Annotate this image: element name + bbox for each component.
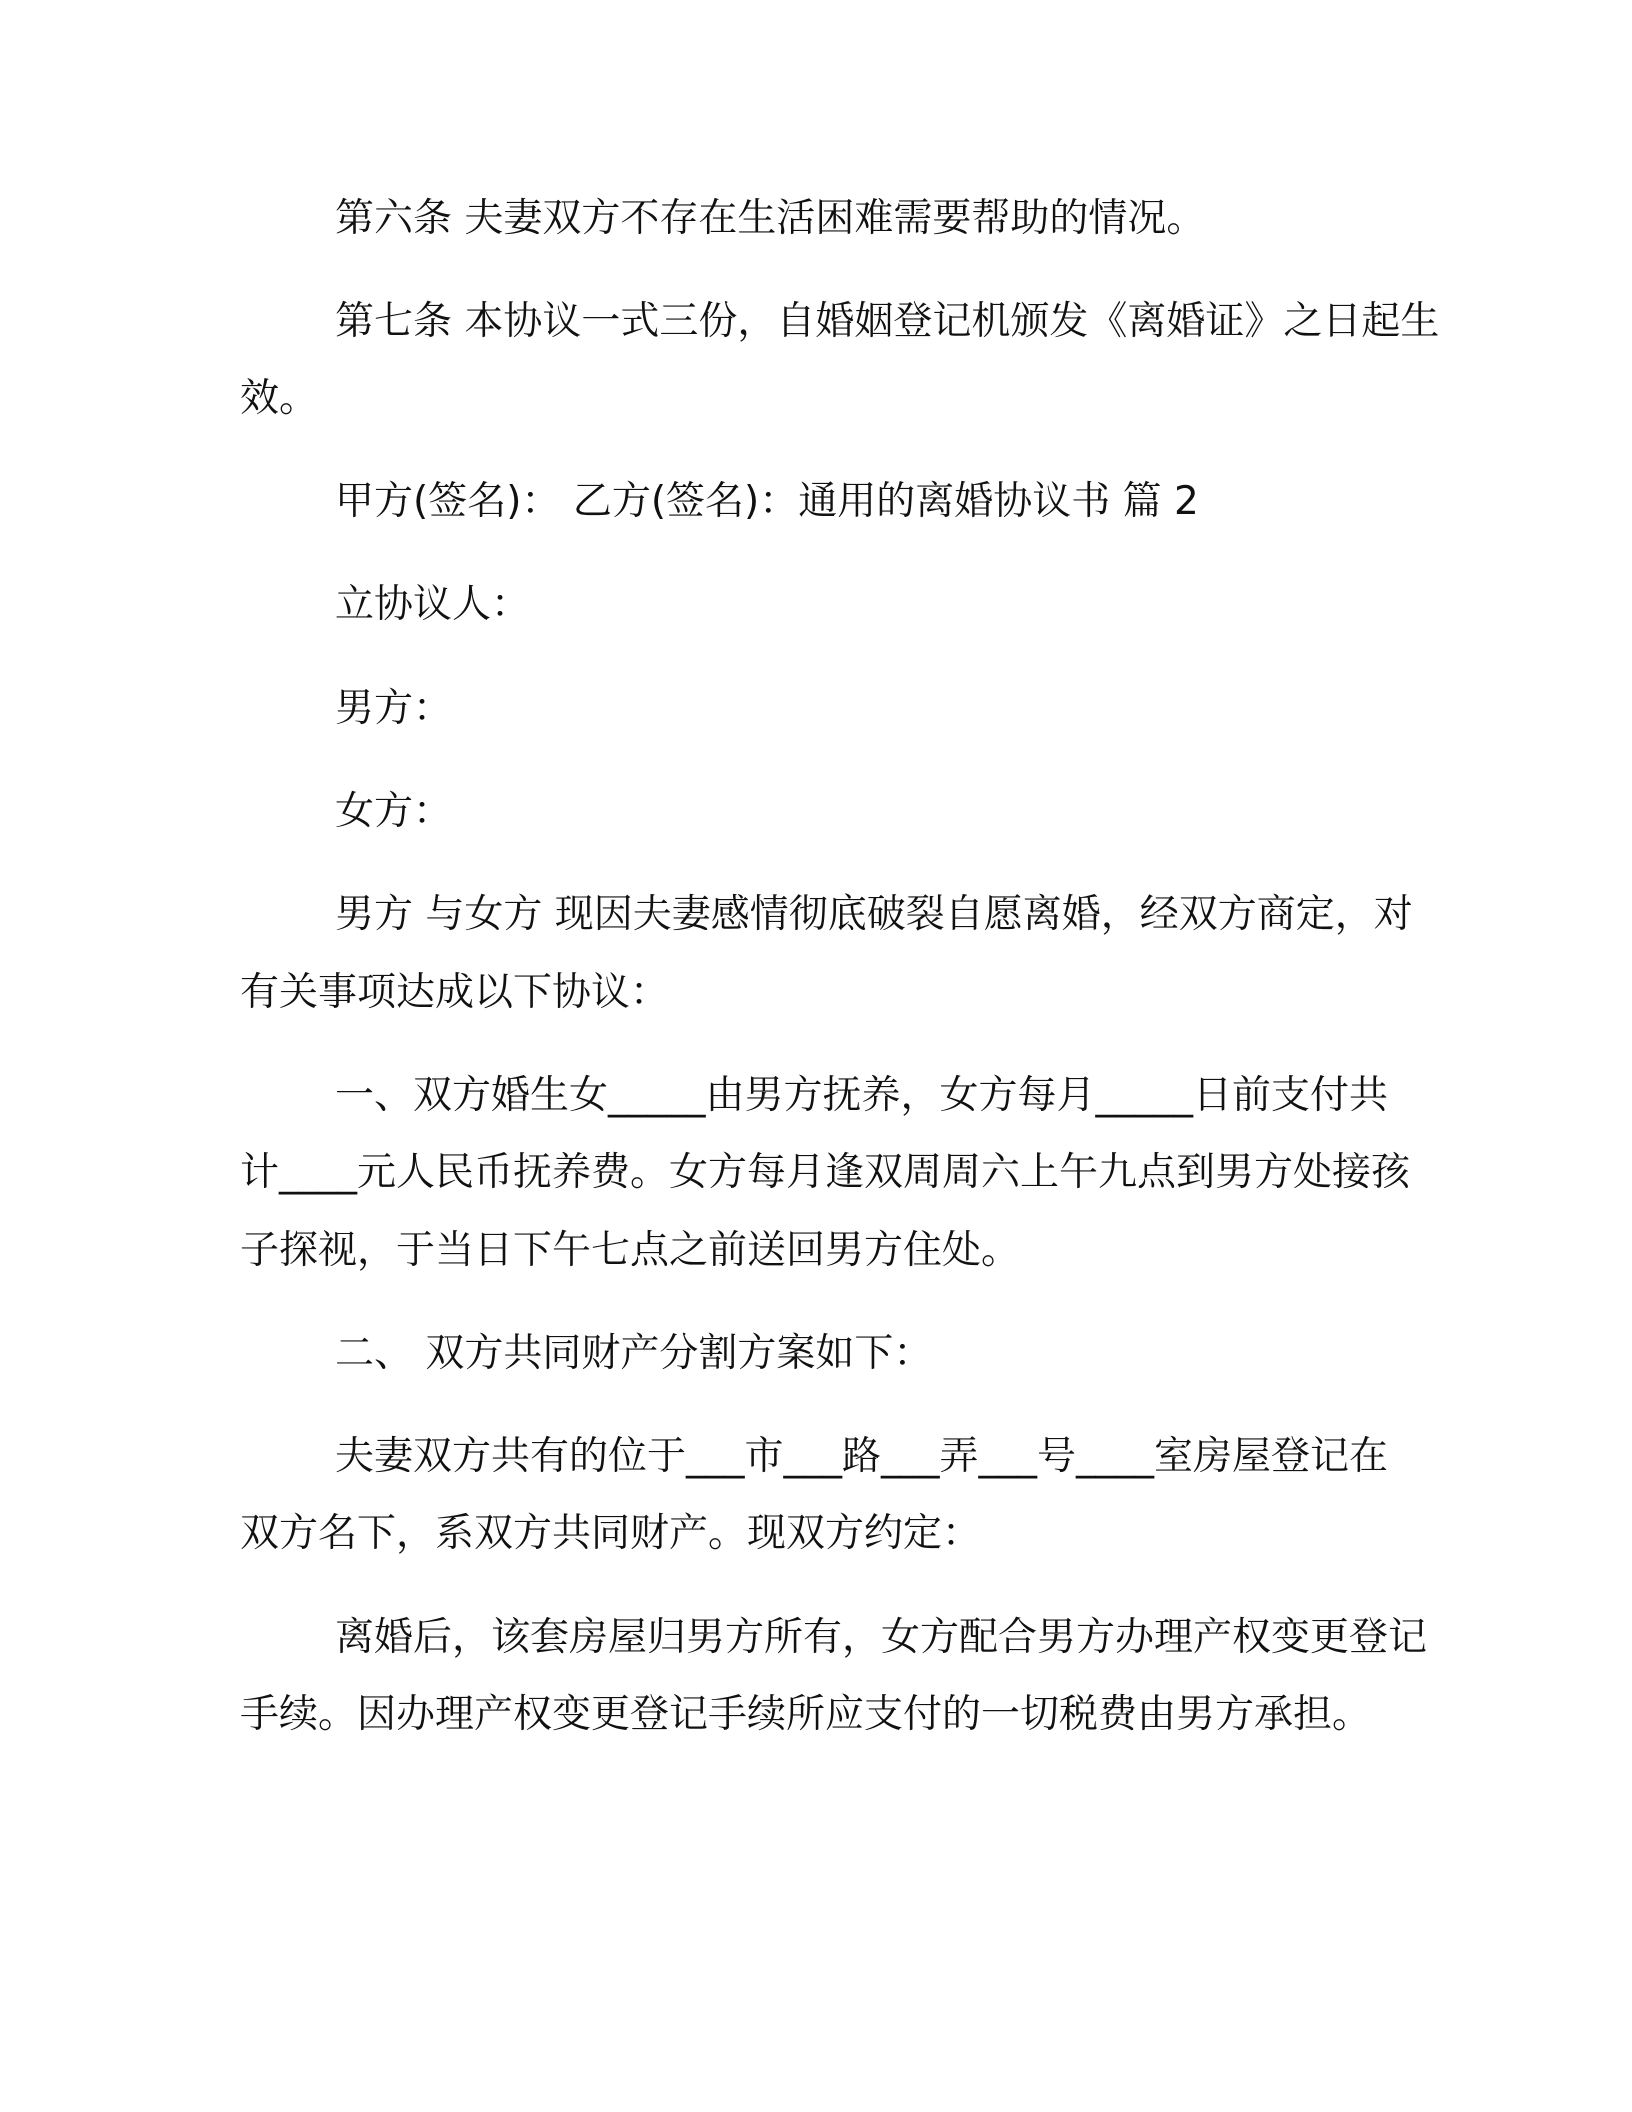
female-party-line: 女方： [335, 789, 453, 834]
article-6-line: 第六条 夫妻双方不存在生活困难需要帮助的情况。 [335, 196, 1206, 241]
signature-line: 甲方(签名)： 乙方(签名)：通用的离婚协议书 篇 2 [335, 479, 1199, 524]
male-party-line: 男方： [335, 686, 453, 731]
property-line-2: 双方名下，系双方共同财产。现双方约定： [240, 1511, 982, 1556]
clause-1-line-1: 一、双方婚生女_____由男方抚养，女方每月_____日前支付共 [335, 1073, 1389, 1118]
property-line-1: 夫妻双方共有的位于___市___路___弄___号____室房屋登记在 [335, 1434, 1389, 1479]
clause-2-heading: 二、 双方共同财产分割方案如下： [335, 1331, 933, 1376]
article-7-line-2: 效。 [240, 376, 319, 421]
clause-1-line-2: 计____元人民币抚养费。女方每月逢双周周六上午九点到男方处接孩 [240, 1150, 1411, 1195]
house-ownership-line-2: 手续。因办理产权变更登记手续所应支付的一切税费由男方承担。 [240, 1692, 1372, 1737]
preamble-line-1: 男方 与女方 现因夫妻感情彻底破裂自愿离婚，经双方商定，对 [335, 892, 1413, 937]
preamble-line-2: 有关事项达成以下协议： [240, 970, 670, 1015]
house-ownership-line-1: 离婚后，该套房屋归男方所有，女方配合男方办理产权变更登记 [335, 1615, 1428, 1660]
article-7-line-1: 第七条 本协议一式三份，自婚姻登记机颁发《离婚证》之日起生 [335, 299, 1440, 344]
parties-heading: 立协议人： [335, 582, 531, 627]
clause-1-line-3: 子探视，于当日下午七点之前送回男方住处。 [240, 1228, 1021, 1273]
